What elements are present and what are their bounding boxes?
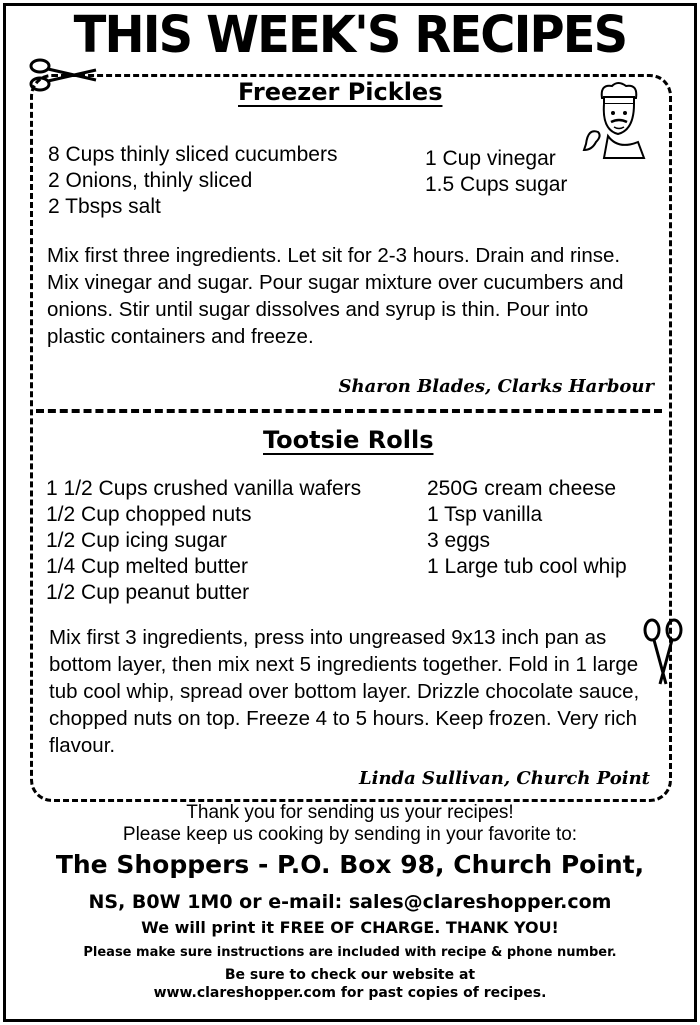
ingredient: 8 Cups thinly sliced cucumbers <box>48 143 338 166</box>
footer-free-notice: We will print it FREE OF CHARGE. THANK YOU! <box>141 918 559 937</box>
ingredient-list <box>46 476 361 606</box>
recipe-instructions: Mix first 3 ingredients, press into ungreased 9x13 inch pan as bottom layer, then mix next 5 ingredients together. Fold in 1 large tub cool whip, spread over bottom layer. Drizzle chocolate sauce, chopped nuts on top. Freeze 4 to 5 hours. Keep frozen. Very rich flavour. <box>49 626 640 757</box>
cut-line-divider <box>36 409 662 413</box>
page-title: THIS WEEK'S RECIPES <box>73 6 627 65</box>
ingredient: 1 Tsp vanilla <box>427 503 543 526</box>
scissors-icon <box>640 616 686 688</box>
ingredient: 2 Onions, thinly sliced <box>48 169 253 192</box>
chef-icon <box>578 80 650 160</box>
footer-thanks: Thank you for sending us your recipes! <box>186 802 514 823</box>
ingredient: 1 Cup vinegar <box>425 147 556 170</box>
ingredient: 1 Large tub cool whip <box>427 555 627 578</box>
ingredient: 1/2 Cup icing sugar <box>46 529 227 552</box>
recipe-title: Freezer Pickles <box>238 78 443 106</box>
ingredient-list <box>425 146 567 198</box>
ingredient-list <box>48 142 337 220</box>
footer-website: www.clareshopper.com for past copies of recipes. <box>153 985 547 1001</box>
recipe-title: Tootsie Rolls <box>263 426 434 454</box>
ingredient: 250G cream cheese <box>427 477 617 500</box>
footer-request: Please keep us cooking by sending in your favorite to: <box>122 824 578 845</box>
footer-website-note: Be sure to check our website at <box>224 967 476 983</box>
ingredient: 1/4 Cup melted butter <box>46 555 248 578</box>
ingredient: 1 1/2 Cups crushed vanilla wafers <box>46 477 362 500</box>
footer-instructions-note: Please make sure instructions are included with recipe & phone number. <box>83 945 617 960</box>
ingredient-list <box>427 476 627 580</box>
scissors-icon <box>28 54 100 94</box>
ingredient: 1/2 Cup chopped nuts <box>46 503 252 526</box>
ingredient: 2 Tbsps salt <box>48 195 161 218</box>
footer-contact: NS, B0W 1M0 or e-mail: sales@clareshopper.com <box>88 891 612 913</box>
recipe-instructions: Mix first three ingredients. Let sit for 2-3 hours. Drain and rinse. Mix vinegar and sugar. Pour sugar mixture over cucumbers and onions. Stir until sugar dissolves and syrup is thin. Pour into plastic containers and freeze. <box>47 244 624 348</box>
ingredient: 3 eggs <box>427 529 491 552</box>
footer-address: The Shoppers - P.O. Box 98, Church Point, <box>55 850 645 879</box>
ingredient: 1.5 Cups sugar <box>425 173 568 196</box>
recipe-author: Sharon Blades, Clarks Harbour <box>338 376 654 397</box>
recipe-author: Linda Sullivan, Church Point <box>358 768 650 789</box>
ingredient: 1/2 Cup peanut butter <box>46 581 250 604</box>
